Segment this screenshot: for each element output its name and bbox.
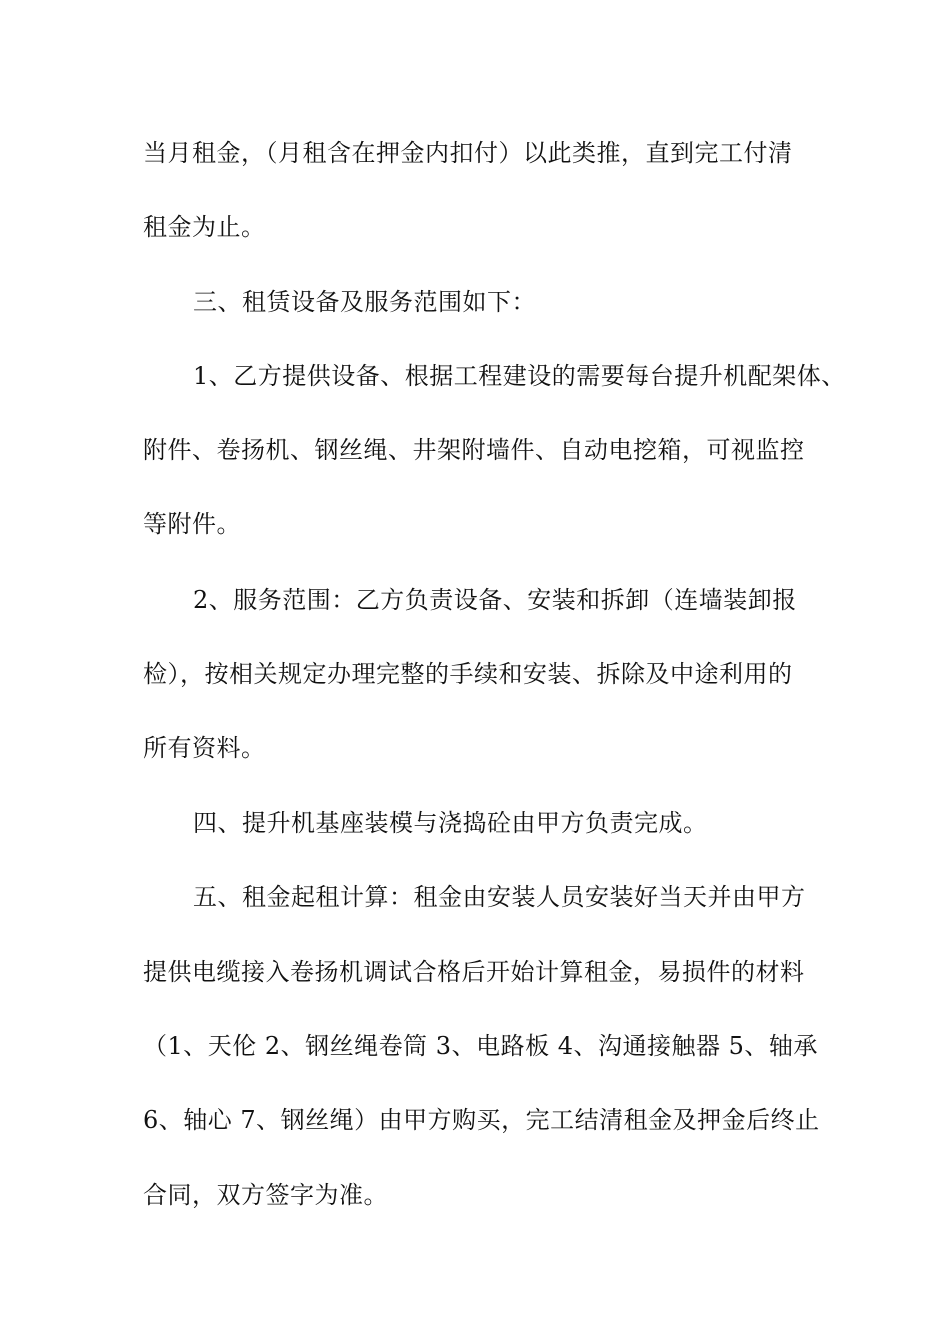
text-line: 2、服务范围：乙方负责设备、安装和拆卸（连墙装卸报	[193, 586, 797, 614]
text-line: 1、乙方提供设备、根据工程建设的需要每台提升机配架体、	[193, 362, 846, 390]
text-line: 当月租金，（月租含在押金内扣付）以此类推，直到完工付清	[143, 139, 793, 167]
section-heading: 三、租赁设备及服务范围如下：	[193, 288, 536, 316]
section-heading: 四、提升机基座装模与浇捣砼由甲方负责完成。	[193, 809, 708, 837]
text-line: 附件、卷扬机、钢丝绳、井架附墙件、自动电挖箱，可视监控	[143, 436, 805, 464]
text-line: 合同，双方签字为准。	[143, 1181, 388, 1209]
text-line: 租金为止。	[143, 213, 266, 241]
section-heading: 五、租金起租计算：租金由安装人员安装好当天并由甲方	[193, 883, 806, 911]
text-line: 6、轴心 7、钢丝绳）由甲方购买，完工结清租金及押金后终止	[143, 1106, 820, 1134]
text-line: 提供电缆接入卷扬机调试合格后开始计算租金，易损件的材料	[143, 958, 805, 986]
text-line: 所有资料。	[143, 734, 266, 762]
text-line: 检），按相关规定办理完整的手续和安装、拆除及中途利用的	[143, 660, 793, 688]
text-line: （1、天伦 2、钢丝绳卷筒 3、电路板 4、沟通接触器 5、轴承	[143, 1032, 818, 1060]
text-line: 等附件。	[143, 510, 241, 538]
